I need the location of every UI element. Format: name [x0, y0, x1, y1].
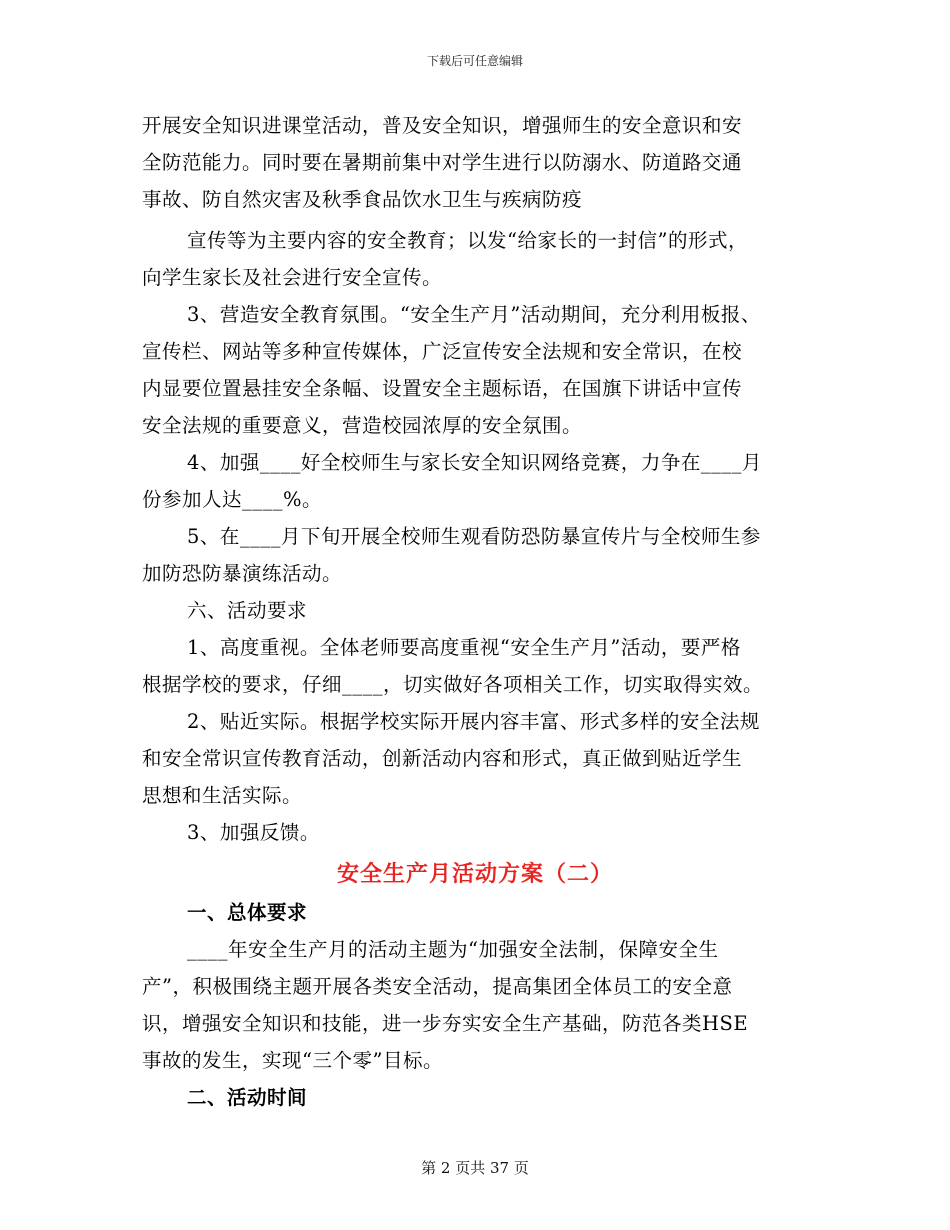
paragraph-line: 2、贴近实际。根据学校实际开展内容丰富、形式多样的安全法规 — [187, 710, 760, 733]
paragraph-line: 内显要位置悬挂安全条幅、设置安全主题标语，在国旗下讲话中宣传 — [142, 377, 743, 400]
document-title: 安全生产月活动方案（二） — [336, 861, 613, 887]
paragraph-line: 向学生家长及社会进行安全宣传。 — [142, 266, 443, 289]
paragraph-line: 和安全常识宣传教育活动，创新活动内容和形式，真正做到贴近学生 — [142, 747, 743, 770]
paragraph-line: 4、加强____好全校师生与家长安全知识网络竞赛，力争在____月 — [187, 451, 762, 474]
paragraph-line: 宣传等为主要内容的安全教育；以发“给家长的一封信”的形式， — [187, 229, 748, 252]
paragraph-line: 产”，积极围绕主题开展各类安全活动，提高集团全体员工的安全意 — [142, 975, 733, 998]
paragraph-line: 全防范能力。同时要在暑期前集中对学生进行以防溺水、防道路交通 — [142, 151, 743, 174]
paragraph-line: 事故、防自然灾害及秋季食品饮水卫生与疾病防疫 — [142, 188, 583, 211]
section-heading: 二、活动时间 — [187, 1086, 308, 1109]
paragraph-line: 3、加强反馈。 — [187, 821, 320, 844]
page-footer: 第 2 页共 37 页 — [421, 1159, 529, 1177]
paragraph-line: 思想和生活实际。 — [142, 784, 303, 807]
paragraph-line: 根据学校的要求，仔细____，切实做好各项相关工作，切实取得实效。 — [142, 673, 764, 696]
paragraph-line: 加防恐防暴演练活动。 — [142, 562, 343, 585]
page-header: 下载后可任意编辑 — [426, 54, 523, 68]
paragraph-line: 份参加人达____%。 — [142, 488, 323, 511]
paragraph-line: 宣传栏、网站等多种宣传媒体，广泛宣传安全法规和安全常识，在校 — [142, 340, 743, 363]
paragraph-line: 3、营造安全教育氛围。“安全生产月”活动期间，充分利用板报、 — [187, 303, 761, 326]
paragraph-line: 事故的发生，实现“三个零”目标。 — [142, 1049, 443, 1072]
paragraph-line: ____年安全生产月的活动主题为“加强安全法制，保障安全生 — [187, 938, 719, 961]
paragraph-line: 5、在____月下旬开展全校师生观看防恐防暴宣传片与全校师生参 — [187, 525, 761, 548]
paragraph-line: 1、高度重视。全体老师要高度重视“安全生产月”活动，要严格 — [187, 636, 741, 659]
paragraph-line: 开展安全知识进课堂活动，普及安全知识，增强师生的安全意识和安 — [142, 114, 743, 137]
section-heading: 六、活动要求 — [187, 599, 308, 622]
paragraph-line: 识，增强安全知识和技能，进一步夯实安全生产基础，防范各类HSE — [142, 1012, 749, 1035]
paragraph-line: 安全法规的重要意义，营造校园浓厚的安全氛围。 — [142, 414, 583, 437]
section-heading: 一、总体要求 — [187, 901, 308, 924]
